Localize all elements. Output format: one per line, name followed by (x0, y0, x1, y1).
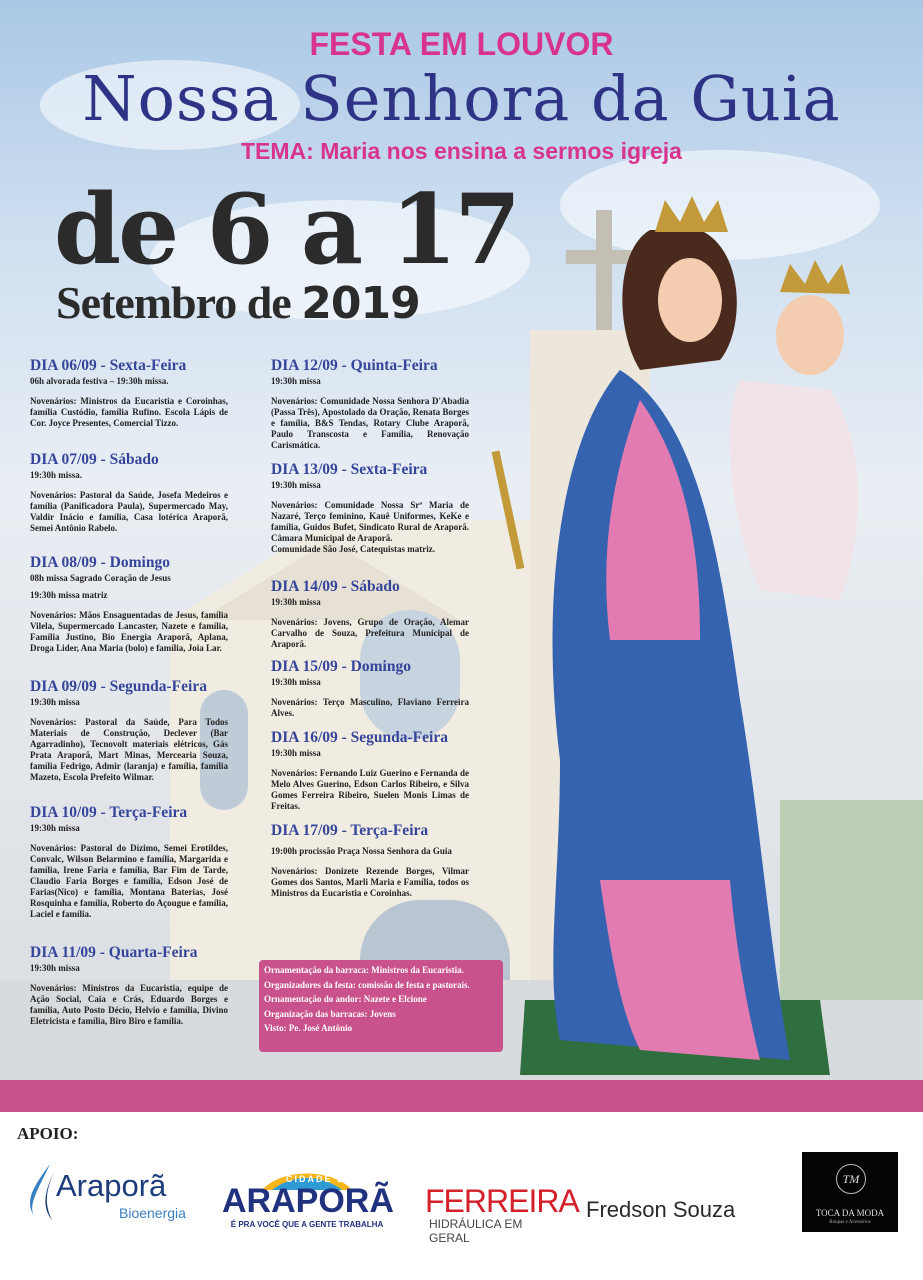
toca-mark: TM (836, 1164, 866, 1194)
cidade-name: ARAPORÃ (222, 1182, 394, 1220)
day-time: 19:30h missa (30, 963, 80, 973)
day-novenarios: Novenários: Pastoral da Saúde, Para Todos Materiais de Construção, Declever (Bar Agarradinho), Tecnovolt materiais elétricos, Gás Prata Araporã, Mart Minas, Mercearia Souza, família Fedrigo, Admir (laranja) e família, família Mazeto, Escola Prefeito Wilmar. (30, 717, 228, 782)
cidade-label: CIDADE DE (286, 1174, 354, 1184)
day-block (30, 678, 228, 783)
cidade-arapora-logo (222, 1170, 392, 1232)
year-label: 2019 (301, 278, 420, 329)
footer-band (0, 1080, 923, 1112)
festa-heading: FESTA EM LOUVOR (309, 26, 614, 62)
day-time: 19:30h missa (271, 597, 321, 607)
page-title: Nossa Senhora da Guia (82, 62, 841, 135)
toca-name: TOCA DA MODA (815, 1208, 885, 1218)
day-date: DIA 13/09 - Sexta-Feira (271, 461, 428, 478)
day-date: DIA 06/09 - Sexta-Feira (30, 357, 187, 374)
fredson-souza-logo: Fredson Souza (586, 1197, 736, 1222)
info-line: Organizadores da festa: comissão de festa e pastorais. (264, 979, 470, 990)
day-novenarios: Novenários: Pastoral da Saúde, Josefa Medeiros e família (Panificadora Paula), Supermercado May, Valdir Inácio e família, Casa lotérica Araporã, Semei Antônio Rabelo. (30, 490, 228, 533)
day-block (30, 451, 228, 534)
info-line: Visto: Pe. José Antônio (264, 1023, 353, 1033)
cidade-slogan: É PRA VOCÊ QUE A GENTE TRABALHA (230, 1220, 384, 1229)
ferreira-sub: HIDRÁULICA EM GERAL (429, 1217, 523, 1245)
day-novenarios: Novenários: Mãos Ensaguentadas de Jesus, família Vilela, Supermercado Lancaster, Nazete e família, Família Justino, Bio Energia Araporã, Aplana, Droga Lider, Ana Maria (bolo) e família, Joia Lar. (30, 610, 228, 653)
day-date: DIA 12/09 - Quinta-Feira (271, 357, 438, 374)
day-extra: Comunidade São José, Catequistas matriz. (271, 544, 436, 554)
day-block (30, 944, 228, 1027)
info-line: Organização das barracas: Jovens (264, 1008, 396, 1019)
day-novenarios: Novenários: Terço Masculino, Flaviano Ferreira Alves. (271, 697, 469, 718)
day-date: DIA 08/09 - Domingo (30, 554, 170, 571)
month-year (56, 277, 420, 329)
day-novenarios: Novenários: Donizete Rezende Borges, Vilmar Gomes dos Santos, Marli Maria e Família, todos os Ministros da Eucaristia e Coroinhas. (271, 866, 469, 898)
day-novenarios: Novenários: Comunidade Nossa Srª Maria de Nazaré, Terço feminino, Kauê Uniformes, KeKe e família, Guidos Bufet, Sindicato Rural de Araporã. Câmara Municipal de Araporã. (271, 500, 469, 543)
day-block (271, 729, 469, 812)
organization-info-box (259, 960, 503, 1052)
day-time: 19:30h missa (30, 823, 80, 833)
day-time: 19:30h missa (271, 677, 321, 687)
day-novenarios: Novenários: Pastoral do Dízimo, Semei Erotildes, Convalc, Wilson Belarmino e família, Margarida e família, Irene Faria e família, Bar Fim de Tarde, Claudio Faria Borges e família, Edson José de Farias(Nico) e família, Montana Baterias, José Rosquinha e família, Roberto do Açougue e família, Laciel e família. (30, 843, 228, 919)
day-block (30, 357, 228, 429)
info-line: Ornamentação do andor: Nazete e Elcione (264, 994, 427, 1004)
day-date: DIA 15/09 - Domingo (271, 658, 411, 675)
day-extra: 19:30h missa matriz (30, 590, 108, 600)
day-time: 19:00h procissão Praça Nossa Senhora da Guia (271, 846, 452, 856)
day-date: DIA 11/09 - Quarta-Feira (30, 944, 198, 961)
day-date: DIA 09/09 - Segunda-Feira (30, 678, 207, 695)
day-novenarios: Novenários: Comunidade Nossa Senhora D'Abadia (Passa Três), Apostolado da Oração, Renata Borges e família, B&S Tendas, Rotary Clube Araporã, Paulo Transcosta e Família, Renovação Carismática. (271, 396, 469, 450)
arapora-bio-name: Araporã (56, 1168, 167, 1203)
tema-subtitle: TEMA: Maria nos ensina a sermos igreja (241, 138, 682, 164)
drop-icon (24, 1164, 60, 1224)
day-date: DIA 07/09 - Sábado (30, 451, 159, 468)
arapora-bio-sub: Bioenergia (119, 1205, 186, 1221)
day-time: 08h missa Sagrado Coração de Jesus (30, 573, 171, 583)
day-novenarios: Novenários: Jovens, Grupo de Oração, Alemar Carvalho de Souza, Prefeitura Municipal de Araporã. (271, 617, 469, 649)
day-block (271, 357, 469, 451)
info-line: Ornamentação da barraca: Ministros da Eucaristia. (264, 965, 464, 975)
day-block (271, 578, 469, 650)
day-time: 06h alvorada festiva – 19:30h missa. (30, 376, 169, 386)
ferreira-name: FERREIRA (425, 1183, 579, 1219)
toca-sub: Roupas e Acessórios (829, 1220, 871, 1225)
day-date: DIA 17/09 - Terça-Feira (271, 822, 429, 839)
day-novenarios: Novenários: Ministros da Eucaristia, equipe de Ação Social, Caia e Crás, Eduardo Borges e família, Auto Posto Décio, Helvio e família, Divino Eletricista e família, Biro Biro e família. (30, 983, 228, 1026)
day-time: 19:30h missa (271, 376, 321, 386)
date-range: de 6 a 17 (54, 173, 519, 286)
day-block (271, 822, 469, 899)
ferreira-logo (425, 1183, 579, 1245)
day-time: 19:30h missa. (30, 470, 83, 480)
day-time: 19:30h missa (271, 748, 321, 758)
month-label: Setembro de (56, 277, 291, 328)
day-time: 19:30h missa (271, 480, 321, 490)
day-block (271, 658, 469, 719)
day-date: DIA 16/09 - Segunda-Feira (271, 729, 448, 746)
arapora-bioenergia-logo (24, 1160, 194, 1232)
apoio-label: APOIO: (17, 1124, 79, 1143)
day-time: 19:30h missa (30, 697, 80, 707)
day-block (271, 461, 469, 555)
day-novenarios: Novenários: Ministros da Eucaristia e Coroinhas, família Custódio, família Rufino. Escola Lápis de Cor. Joyce Presentes, Comercial Tizzo. (30, 396, 228, 428)
day-date: DIA 14/09 - Sábado (271, 578, 400, 595)
day-block (30, 554, 228, 654)
day-novenarios: Novenários: Fernando Luiz Guerino e Fernanda de Melo Alves Guerino, Edson Carlos Ribeiro, e Silva Gomes Ferreira Ribeiro, Suelen Monis Limas de Freitas. (271, 768, 469, 811)
day-block (30, 804, 228, 920)
day-date: DIA 10/09 - Terça-Feira (30, 804, 188, 821)
toca-da-moda-logo (802, 1152, 898, 1232)
